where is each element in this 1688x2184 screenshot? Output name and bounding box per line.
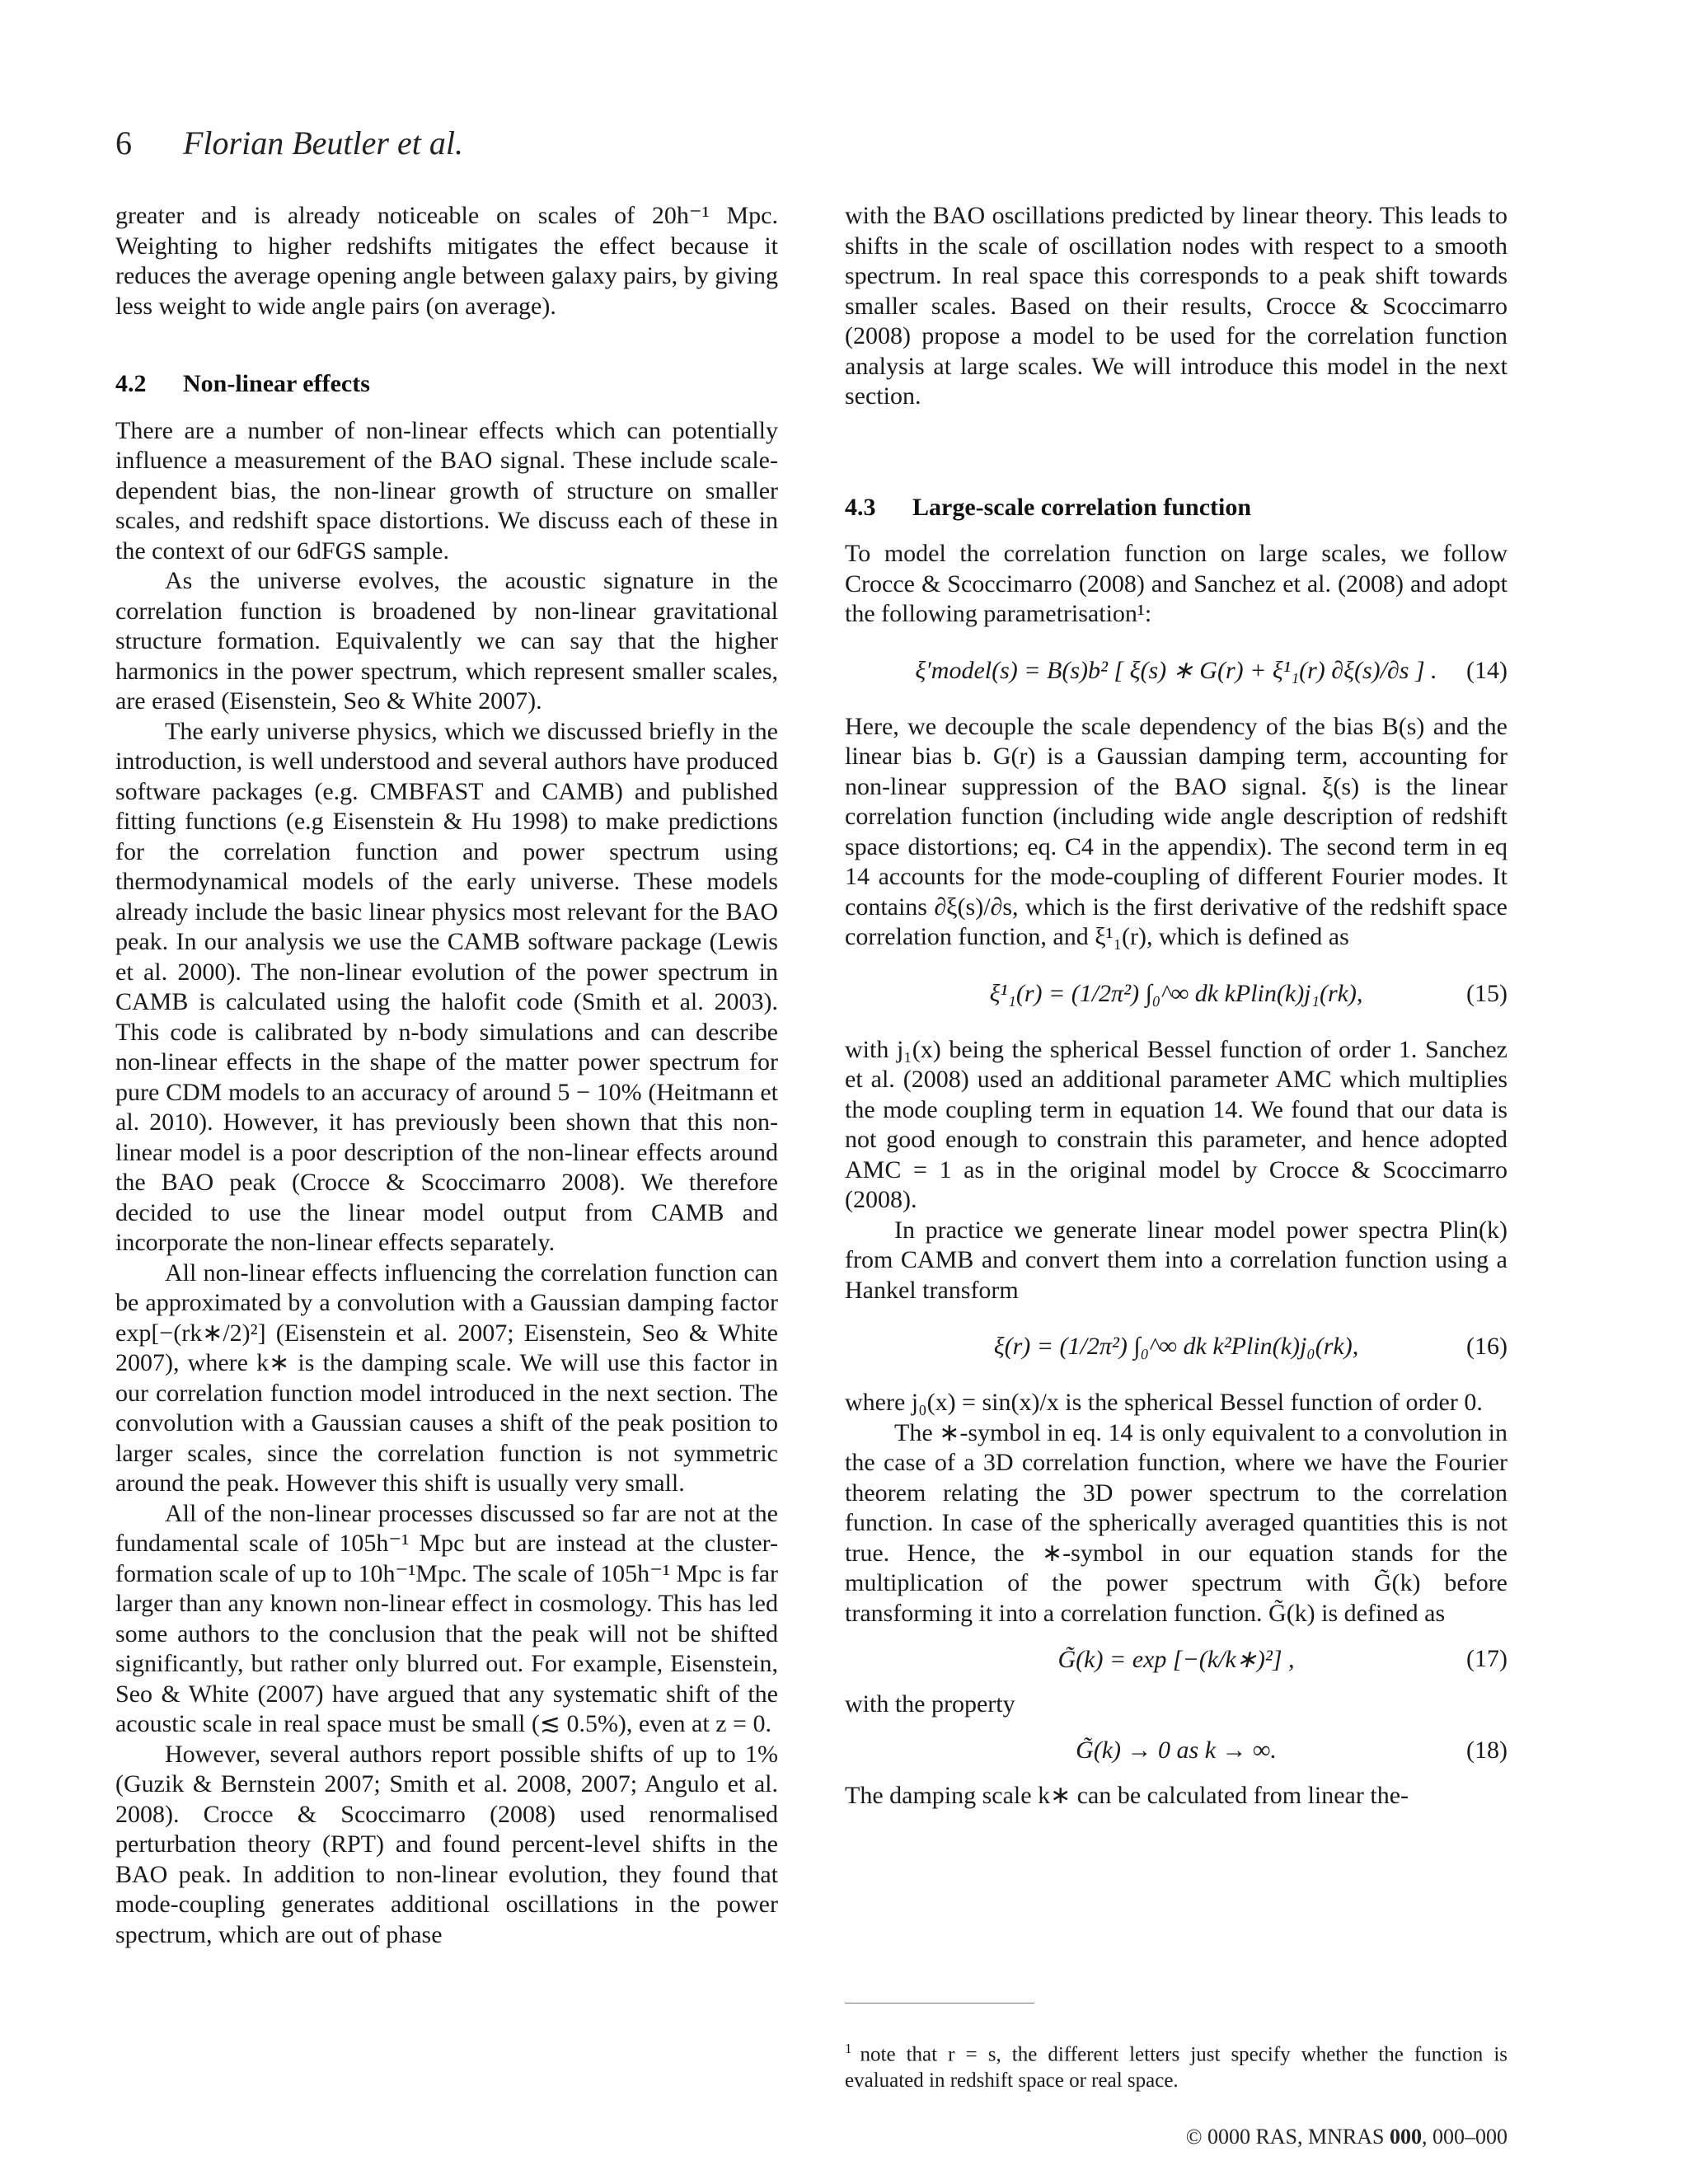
footnote-text: note that r = s, the different letters just specify whether the function is evaluated in redshift space or real space. [845,2043,1507,2093]
paragraph: However, several authors report possible shifts of up to 1% (Guzik & Bernstein 2007; Smith et al. 2008, 2007; Angulo et al. 2008). Crocce & Scoccimarro (2008) used renormalised perturbation theory (RPT) and found percent-level shifts in the BAO peak. In addition to non-linear evolution, they found that mode-coupling generates additional oscillations in the power spectrum, which are out of phase [115,1740,778,1948]
page-number: 6 [115,124,132,162]
paragraph: As the universe evolves, the acoustic signature in the correlation function is broadened by non-linear gravitational structure formation. Equivalently we can say that the higher harmonics in the power spectrum, which represent smaller scales, are erased (Eisenstein, Seo & White 2007). [115,567,778,715]
paragraph: All of the non-linear processes discussed so far are not at the fundamental scale of 105h⁻¹ Mpc but are instead at the cluster-formation scale of up to 10h⁻¹Mpc. The scale of 105h⁻¹ Mpc is far larger than any known non-linear effect in cosmology. This has led some authors to the conclusion that the peak will not be shifted significantly, but rather only blurred out. For example, Eisenstein, Seo & White (2007) have argued that any systematic shift of the acoustic scale in real space must be small (≲ 0.5%), even at z = 0. [115,1499,778,1737]
equation-number: (16) [1466,1333,1507,1360]
left-column [115,201,778,1950]
paragraph: where j₀(x) = sin(x)/x is the spherical Bessel function of order 0. [845,1389,1483,1416]
footnote-mark: 1 [845,2041,852,2056]
paragraph: There are a number of non-linear effects which can potentially influence a measurement of the BAO signal. These include scale-dependent bias, the non-linear growth of structure on smaller scales, and redshift space distortions. We discuss each of these in the context of our 6dFGS sample. [115,416,778,565]
intro-paragraph: greater and is already noticeable on scales of 20h⁻¹ Mpc. Weighting to higher redshifts mitigates the effect because it reduces the average opening angle between galaxy pairs, by giving less weight to wide angle pairs (on average). [115,202,778,320]
paragraph: The early universe physics, which we discussed briefly in the introduction, is well understood and several authors have produced software packages (e.g. CMBFAST and CAMB) and published fitting functions (e.g Eisenstein & Hu 1998) to make predictions for the correlation function and power spectrum using thermodynamical models of the early universe. These models already include the basic linear physics most relevant for the BAO peak. In our analysis we use the CAMB software package (Lewis et al. 2000). The non-linear evolution of the power spectrum in CAMB is calculated using the halofit code (Smith et al. 2003). This code is calibrated by n-body simulations and can describe non-linear effects in the shape of the matter power spectrum for pure CDM models to an accuracy of around 5 − 10% (Heitmann et al. 2010). However, it has previously been shown that this non-linear model is a poor description of the non-linear effects around the BAO peak (Crocce & Scoccimarro 2008). We therefore decided to use the linear model output from CAMB and incorporate the non-linear effects separately. [115,717,778,1256]
equation-number: (17) [1466,1645,1507,1672]
equation-18: G̃(k) → 0 as k → ∞. (18) [1076,1736,1507,1764]
paragraph: The damping scale k∗ can be calculated from linear the- [845,1781,1409,1809]
paragraph: All non-linear effects influencing the correlation function can be approximated by a convolution with a Gaussian damping factor exp[−(rk∗/2)²] (Eisenstein et al. 2007; Eisenstein, Seo & White 2007), where k∗ is the damping scale. We will use this factor in our correlation function model introduced in the next section. The convolution with a Gaussian causes a shift of the peak position to larger scales, since the correlation function is not symmetric around the peak. However this shift is usually very small. [115,1258,778,1497]
running-author: Florian Beutler et al. [183,124,463,162]
footnote-rule [845,2003,1034,2004]
equation-17: G̃(k) = exp [−(k/k∗)²] , (17) [1057,1645,1507,1673]
paragraph: with the property [845,1690,1015,1718]
equation-15: ξ¹₁(r) = (1/2π²) ∫₀^∞ dk kPlin(k)j₁(rk), (15) [989,979,1507,1007]
paragraph: Here, we decouple the scale dependency of the bias B(s) and the linear bias b. G(r) is a Gaussian damping term, accounting for non-linear suppression of the BAO signal. ξ(s) is the linear correlation function (including wide angle description of redshift space distortions; eq. C4 in the appendix). The second term in eq 14 accounts for the mode-coupling of different Fourier modes. It contains ∂ξ(s)/∂s, which is the first derivative of the redshift space correlation function, and ξ¹₁(r), which is defined as [845,712,1507,950]
copyright-footer: © 0000 RAS, MNRAS 000, 000–000 [1185,2125,1507,2149]
equation-16: ξ(r) = (1/2π²) ∫₀^∞ dk k²Plin(k)j₀(rk), (16) [993,1333,1507,1360]
running-header [115,124,1508,162]
section-heading-4-2: 4.2 Non-linear effects [115,370,370,397]
continued-paragraph: with the BAO oscillations predicted by linear theory. This leads to shifts in the scale of oscillation nodes with respect to a smooth spectrum. In real space this corresponds to a peak shift towards smaller scales. Based on their results, Crocce & Scoccimarro (2008) propose a model to be used for the correlation function analysis at large scales. We will introduce this model in the next section. [845,202,1507,410]
equation-14: ξ′model(s) = B(s)b² [ ξ(s) ∗ G(r) + ξ¹₁(r) ∂ξ(s)/∂s ] . (14) [915,656,1507,684]
equation-number: (15) [1466,979,1507,1007]
paragraph: with j₁(x) being the spherical Bessel function of order 1. Sanchez et al. (2008) used an additional parameter AMC which multiplies the mode coupling term in equation 14. We found that our data is not good enough to constrain this parameter, and hence adopted AMC = 1 as in the original model by Crocce & Scoccimarro (2008). [845,1035,1507,1213]
equation-number: (14) [1466,656,1507,684]
equation-number: (18) [1466,1736,1507,1764]
right-column [845,201,1507,1811]
footnote [845,2036,1507,2094]
volume: 000 [1390,2125,1422,2149]
paragraph: The ∗-symbol in eq. 14 is only equivalent to a convolution in the case of a 3D correlation function, where we have the Fourier theorem relating the 3D power spectrum to the correlation function. In case of the spherically averaged quantities this is not true. Hence, the ∗-symbol in our equation stands for the multiplication of the power spectrum with G̃(k) before transforming it into a correlation function. G̃(k) is defined as [845,1418,1507,1627]
section-heading-4-3: 4.3 Large-scale correlation function [845,493,1252,521]
paragraph: In practice we generate linear model power spectra Plin(k) from CAMB and convert them into a correlation function using a Hankel transform [845,1216,1507,1304]
paragraph: To model the correlation function on large scales, we follow Crocce & Scoccimarro (2008) and Sanchez et al. (2008) and adopt the following parametrisation¹: [845,540,1507,627]
